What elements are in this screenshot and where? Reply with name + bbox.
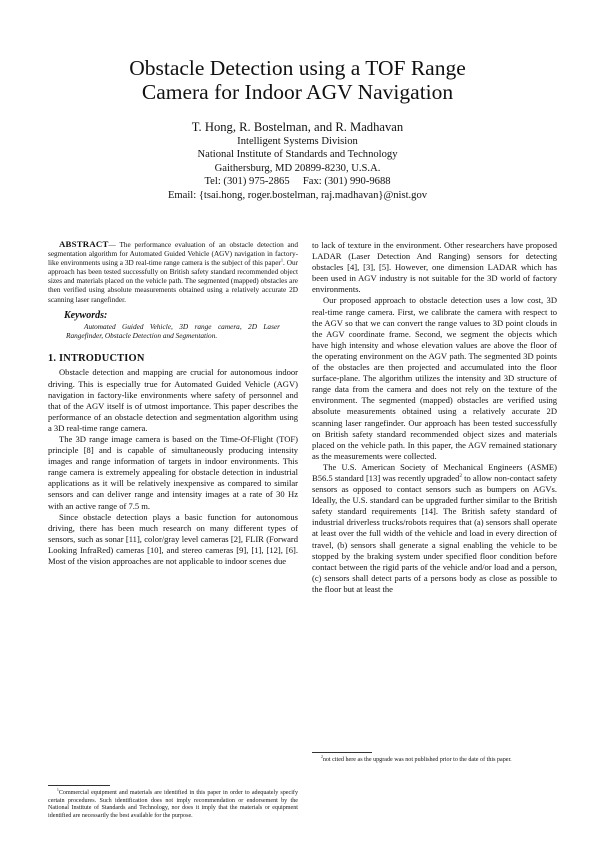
footnote-2-text: not cited here as the upgrade was not published prior to the date of this paper. — [322, 757, 512, 764]
title-line-2: Camera for Indoor AGV Navigation — [141, 80, 454, 104]
affiliation-division: Intelligent Systems Division — [237, 136, 358, 147]
keywords-text: Automated Guided Vehicle, 3D range camera, 2D Laser Rangefinder, Obstacle Detection and Segmentation. — [66, 321, 280, 341]
title-line-1: Obstacle Detection using a TOF Range — [129, 56, 466, 80]
footnote-2 — [312, 757, 557, 765]
footnote-2-number: 2 — [321, 755, 323, 759]
keywords-heading: Keywords: — [64, 309, 108, 321]
author-list: T. Hong, R. Bostelman, and R. Madhavan — [191, 120, 404, 134]
right-paragraph-3-text: The U.S. American Society of Mechanical Engineers (ASME) B56.5 standard [13] was recently upgraded — [312, 461, 557, 483]
affiliation-institute: National Institute of Standards and Technology — [197, 149, 398, 161]
intro-paragraph-1: Obstacle detection and mapping are crucial for autonomous indoor driving. This is especially true for Automated Guided Vehicle (AGV) navigation in factory-like environments where safety of personnel and that of the AGV itself is of utmost importance. This paper describes the performance of an obstacle detection and segmentation algorithm using a 3D real-time range camera. — [48, 367, 298, 433]
footnote-rule-right — [312, 752, 372, 753]
affiliation-phone: Tel: (301) 975-2865 Fax: (301) 990-9688 — [204, 176, 391, 188]
intro-paragraph-3: Since obstacle detection plays a basic function for autonomous driving, there has been much research on many different types of sensors, such as sonar [11], color/gray level cameras [2], FLIR (Forward Looking InfraRed) cameras [10], and stereo cameras [9], [1], [12], [6]. Most of the vision approaches are not applicable to indoor scenes due — [48, 511, 298, 567]
footnote-1-text: Commercial equipment and materials are identified in this paper in order to adequately specify certain procedures. Such identification does not imply recommendation or endorsement by the National Institute of Standards and Technology, nor does it imply that the materials or equipment identified are necessarily the best available for the purpose. — [48, 790, 298, 819]
intro-paragraph-2: The 3D range image camera is based on the Time-Of-Flight (TOF) principle [8] and is capable of simultaneously producing intensity images and range information of targets in indoor environments. This range camera is extremely appealing for obstacle detection in industrial applications as it will be relatively inexpensive as compared to similar sensors and can deliver range and intensity images at a rate of 30 Hz with an active range of 7.5 m. — [48, 434, 298, 511]
abstract-footnote-mark: 1 — [280, 257, 283, 263]
footnote-2-mark: 2 — [459, 473, 462, 480]
affiliation-block — [0, 135, 595, 202]
affiliation-address: Gaithersburg, MD 20899-8230, U.S.A. — [214, 162, 381, 174]
affiliation-email: Email: {tsai.hong, roger.bostelman, raj.madhavan}@nist.gov — [167, 189, 428, 201]
footnote-1-number: 1 — [57, 788, 59, 792]
paper-title — [0, 56, 595, 104]
abstract-text: — The performance evaluation of an obstacle detection and segmentation algorithm for Automated Guided Vehicle (AGV) navigation in factory-like environments using a 3D real-time range camera is the subject of this paper — [48, 241, 298, 268]
abstract — [48, 240, 298, 305]
right-paragraph-3-continued: to allow non-contact safety sensors as opposed to contact sensors such as bumpers on AGVs. Ideally, the U.S. standard can be upgraded further similar to the British safety standard requirements [14]. The British safety standard of industrial driverless trucks/robots requires that (a) sensors shall operate at least over the full width of the vehicle and load in every direction of travel, (b) sensors shall generate a signal enabling the vehicle to be stopped by the braking system under specified floor condition before contact between the rigid parts of the vehicle and/or load and a person, (c) sensors shall detect parts of a persons body as close as possible to the floor but at least the — [312, 472, 557, 594]
section-introduction-heading: 1. INTRODUCTION — [48, 353, 145, 365]
abstract-heading: ABSTRACT — [59, 239, 109, 249]
left-column — [48, 240, 298, 567]
right-paragraph-2: Our proposed approach to obstacle detection uses a low cost, 3D real-time range camera. First, we calibrate the camera with respect to the AGV so that we can convert the range values to 3D point clouds in the AGV coordinate frame. Second, we segment the objects which have high intensity and whose elevation values are above the floor of the operating environment on the AGV path. The segmented 3D points of the obstacles are then projected and accumulated into the floor surface-plane. The algorithm utilizes the intensity and 3D structure of range data from the camera and does not rely on the texture of the environment. The segmented (mapped) obstacles are verified using absolute measurements obtained using a relatively accurate 2D scanning laser rangefinder. Our approach has been tested successfully on British safety standard recommended object sizes and materials placed on the vehicle path. In this paper, the AGV remained stationary as the measurements were collected. — [312, 295, 557, 461]
right-column — [312, 240, 557, 595]
right-paragraph-1: to lack of texture in the environment. Other researchers have proposed LADAR (Laser Detection And Ranging) sensors for detecting obstacles [4], [3], [5]. However, one dimension LADAR which has been used in AGV industry is not suitable for the 3D world of factory environments. — [312, 240, 557, 295]
right-paragraph-3 — [312, 462, 557, 595]
footnote-1 — [48, 790, 298, 820]
footnote-rule-left — [48, 785, 110, 786]
abstract-text-continued: . Our approach has been tested successfully on British safety standard recommended object sizes and materials placed on the vehicle path. The segmented (mapped) obstacles are then verified using absolute measurements obtained using a relatively accurate 2D scanning laser rangefinder. — [48, 259, 298, 304]
